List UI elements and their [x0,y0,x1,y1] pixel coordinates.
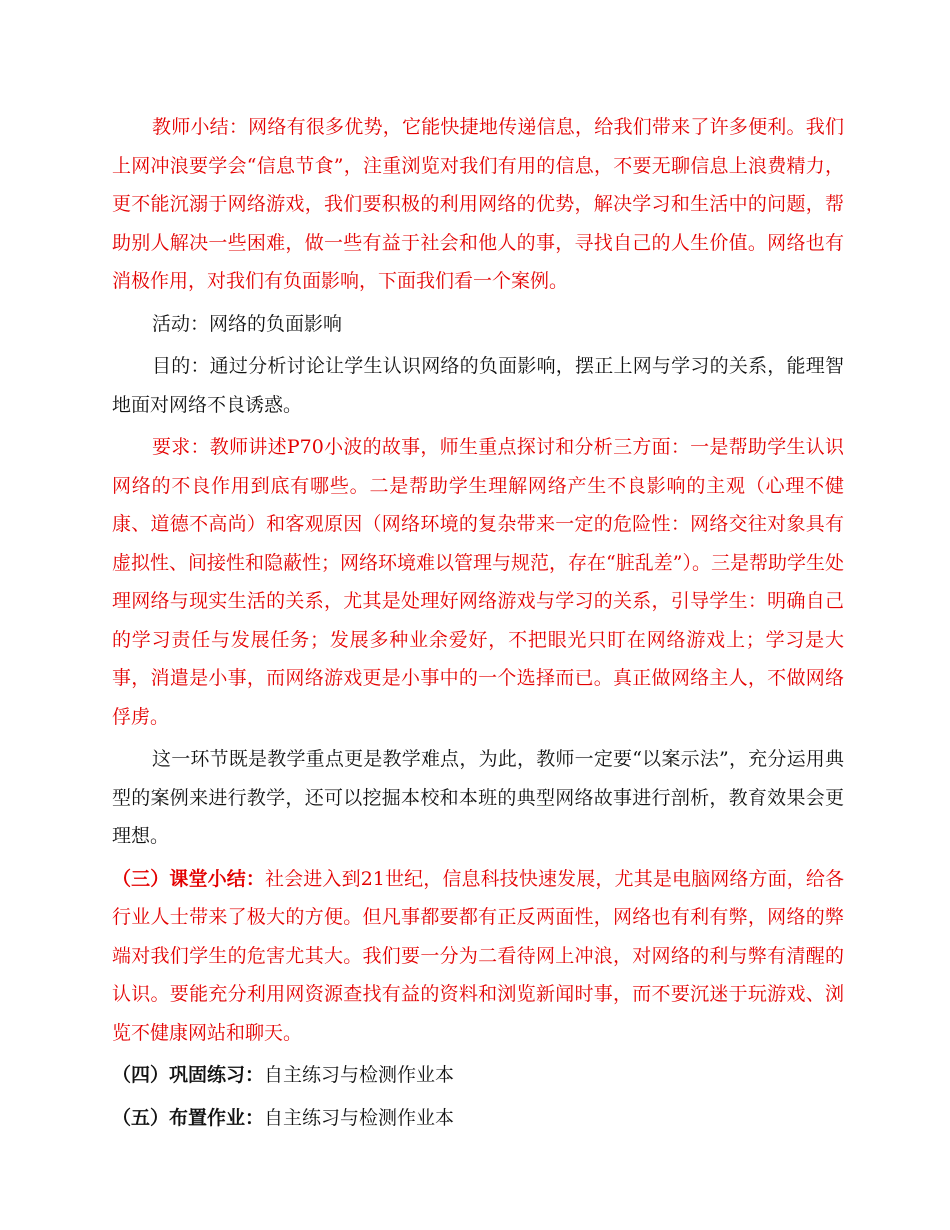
homework-section [112,1099,844,1138]
class-summary-label: （三）课堂小结： [112,867,266,890]
homework-text: 自主练习与检测作业本 [264,1106,455,1129]
document-body [112,108,844,1137]
homework-label: （五）布置作业： [112,1106,265,1129]
class-summary-section [112,860,844,1053]
practice-section [112,1056,844,1095]
teacher-summary-paragraph: 教师小结：网络有很多优势，它能快捷地传递信息，给我们带来了许多便利。我们上网冲浪要学会“信息节食”，注重浏览对我们有用的信息，不要无聊信息上浪费精力，更不能沉溺于网络游戏，我们要积极的利用网络的优势，解决学习和生活中的问题，帮助别人解决一些困难，做一些有益于社会和他人的事，寻找自己的人生价值。网络也有消极作用，对我们有负面影响，下面我们看一个案例。 [112,116,844,292]
requirement-paragraph: 要求：教师讲述P70小波的故事，师生重点探讨和分析三方面：一是帮助学生认识网络的不良作用到底有哪些。二是帮助学生理解网络产生不良影响的主观（心理不健康、道德不高尚）和客观原因（网络环境的复杂带来一定的危险性：网络交往对象具有虚拟性、间接性和隐蔽性；网络环境难以管理与规范，存在“脏乱差”）。三是帮助学生处理网络与现实生活的关系，尤其是处理好网络游戏与学习的关系，引导学生：明确自己的学习责任与发展任务；发展多种业余爱好，不把眼光只盯在网络游戏上；学习是大事，消遣是小事，而网络游戏更是小事中的一个选择而已。真正做网络主人，不做网络俘虏。 [112,436,844,728]
purpose-paragraph: 目的：通过分析讨论让学生认识网络的负面影响，摆正上网与学习的关系，能理智地面对网络不良诱惑。 [112,355,844,416]
practice-label: （四）巩固练习： [112,1064,265,1086]
activity-line: 活动：网络的负面影响 [152,312,343,335]
class-summary-text: 社会进入到21世纪，信息科技快速发展，尤其是电脑网络方面，给各行业人士带来了极大的方便。但凡事都要都有正反两面性，网络也有利有弊，网络的弊端对我们学生的危害尤其大。我们要一分为二看待网上冲浪，对网络的利与弊有清醒的认识。要能充分利用网资源查找有益的资料和浏览新闻时事，而不要沉迷于玩游戏、浏览不健康网站和聊天。 [112,867,844,1044]
key-point-paragraph: 这一环节既是教学重点更是教学难点，为此，教师一定要“以案示法”，充分运用典型的案例来进行教学，还可以挖掘本校和本班的典型网络故事进行剖析，教育效果会更理想。 [112,748,844,847]
practice-text: 自主练习与检测作业本 [264,1064,455,1086]
